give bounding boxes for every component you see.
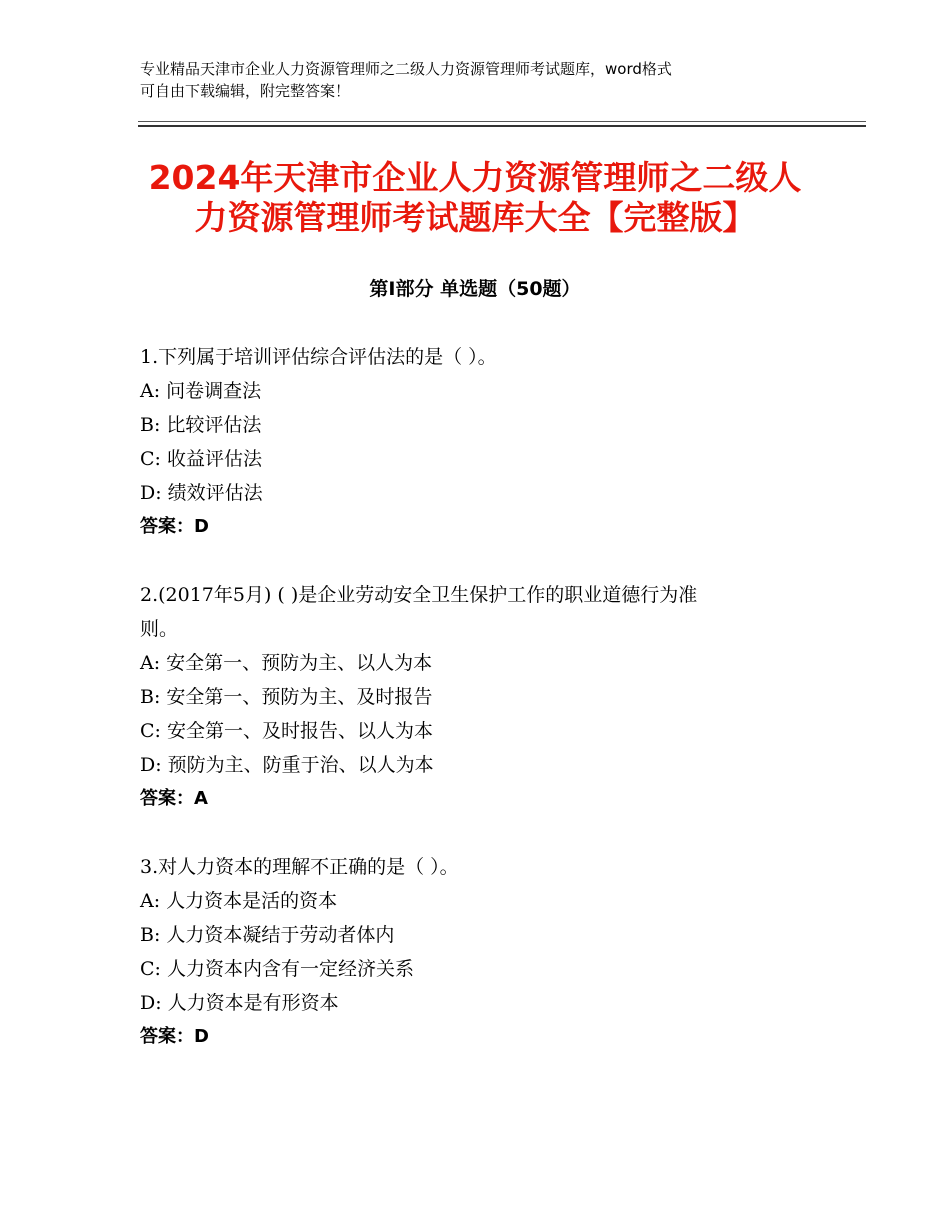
option-a: A: 人力资本是活的资本 (140, 890, 338, 912)
question-stem: 3.对人力资本的理解不正确的是（ ）。 (140, 856, 459, 878)
question-stem-continued: 则。 (140, 618, 179, 640)
option-a: A: 问卷调查法 (140, 380, 262, 402)
header-divider-thick (138, 125, 866, 127)
header-note (140, 58, 820, 102)
answer: 答案：D (140, 516, 209, 537)
question-1 (140, 340, 820, 544)
option-a: A: 安全第一、预防为主、以人为本 (140, 652, 433, 674)
question-2 (140, 578, 820, 816)
document-title-line-2: 力资源管理师考试题库大全【完整版】 (194, 198, 756, 237)
question-3 (140, 850, 820, 1054)
option-b: B: 安全第一、预防为主、及时报告 (140, 686, 433, 708)
header-divider-thin (138, 121, 866, 122)
header-note-line-1: 专业精品天津市企业人力资源管理师之二级人力资源管理师考试题库，word格式 (140, 60, 672, 78)
option-d: D: 预防为主、防重于治、以人为本 (140, 754, 434, 776)
option-b: B: 人力资本凝结于劳动者体内 (140, 924, 395, 946)
option-d: D: 人力资本是有形资本 (140, 992, 339, 1014)
option-c: C: 收益评估法 (140, 448, 262, 470)
answer: 答案：D (140, 1026, 209, 1047)
header-note-line-2: 可自由下载编辑，附完整答案！ (140, 82, 351, 100)
question-stem: 1.下列属于培训评估综合评估法的是（ ）。 (140, 346, 497, 368)
document-title-line-1: 2024年天津市企业人力资源管理师之二级人 (148, 158, 802, 197)
section-title: 第Ⅰ部分 单选题（50题） (369, 278, 581, 300)
question-list (140, 340, 820, 1088)
document-title (120, 158, 830, 238)
option-b: B: 比较评估法 (140, 414, 262, 436)
answer: 答案：A (140, 788, 208, 809)
option-d: D: 绩效评估法 (140, 482, 263, 504)
question-stem: 2.(2017年5月) ( )是企业劳动安全卫生保护工作的职业道德行为准 (140, 584, 698, 606)
option-c: C: 人力资本内含有一定经济关系 (140, 958, 414, 980)
option-c: C: 安全第一、及时报告、以人为本 (140, 720, 433, 742)
